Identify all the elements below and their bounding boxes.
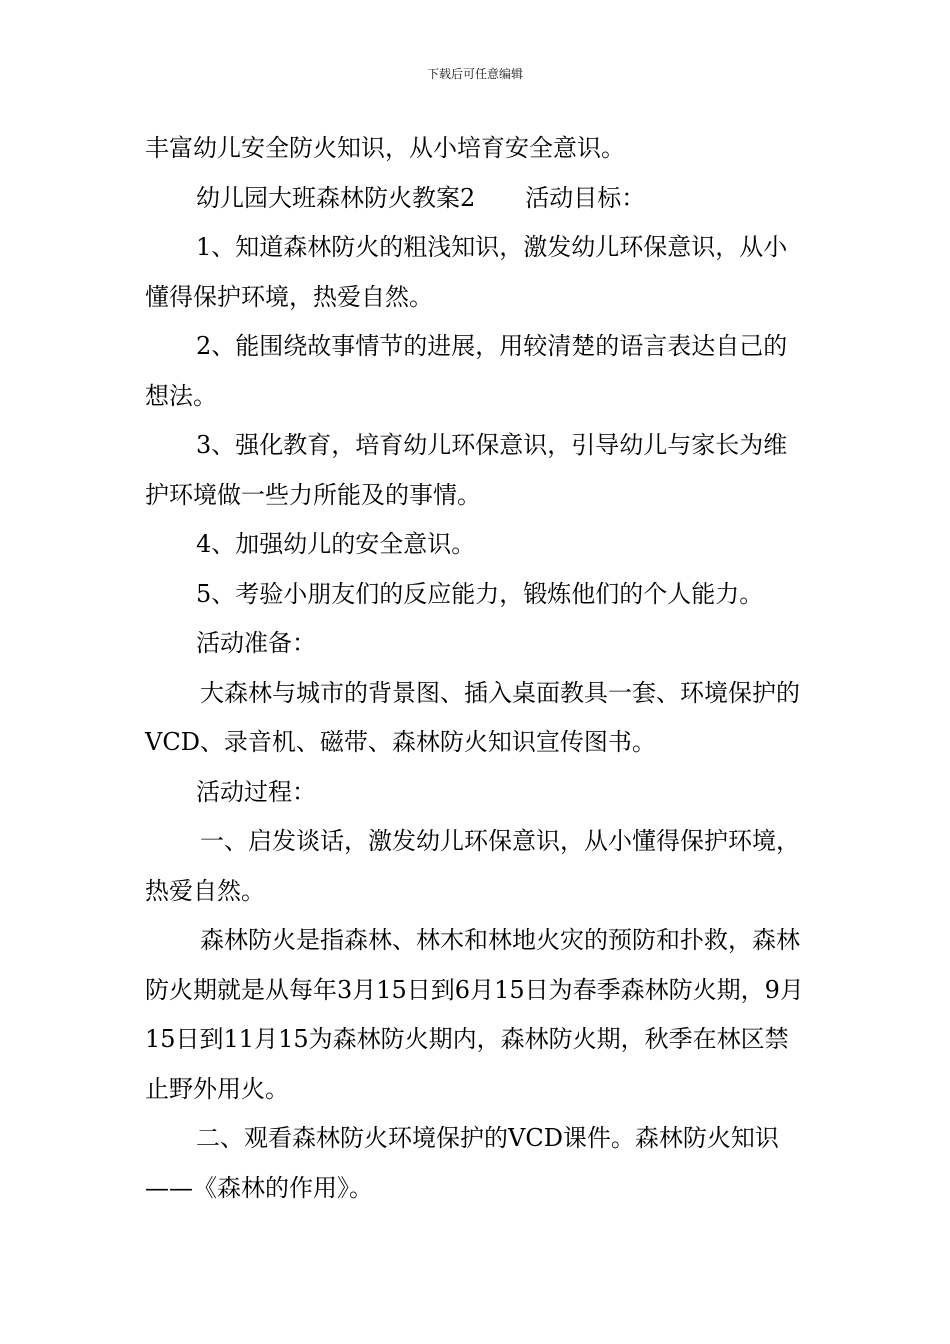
- goal-item-4: 4、加强幼儿的安全意识。: [196, 530, 476, 558]
- process-heading: 活动过程：: [196, 777, 316, 806]
- activity-goals-heading: 活动目标：: [525, 183, 646, 212]
- page-header-note: 下载后可任意编辑: [426, 67, 523, 81]
- preparation-text: 大森林与城市的背景图、插入桌面教具一套、环境保护的VCD、录音机、磁带、森林防火知识宣传图书。: [145, 678, 800, 756]
- goal-item-5: 5、考验小朋友们的反应能力，锻炼他们的个人能力。: [196, 579, 764, 608]
- document-body: [145, 124, 807, 1213]
- section-heading-line: [145, 174, 807, 224]
- section-title: 幼儿园大班森林防火教案2: [196, 183, 476, 212]
- process-step-1-detail: 森林防火是指森林、林木和林地火灾的预防和扑救，森林防火期就是从每年3月15日到6月15日为春季森林防火期，9月15日到11月15为森林防火期内，森林防火期，秋季在林区禁止野外用火。: [145, 926, 804, 1103]
- goal-item-1: 1、知道森林防火的粗浅知识，激发幼儿环保意识，从小懂得保护环境，热爱自然。: [145, 233, 788, 311]
- goal-item-2: 2、能围绕故事情节的进展，用较清楚的语言表达自己的想法。: [145, 332, 788, 410]
- process-step-2: 二、观看森林防火环境保护的VCD课件。森林防火知识——《森林的作用》。: [145, 1124, 779, 1202]
- process-step-1: 一、启发谈话，激发幼儿环保意识，从小懂得保护环境，热爱自然。: [145, 827, 800, 905]
- paragraph-continuation: 丰富幼儿安全防火知识，从小培育安全意识。: [145, 134, 625, 162]
- preparation-heading: 活动准备：: [196, 629, 316, 657]
- goal-item-3: 3、强化教育，培育幼儿环保意识，引导幼儿与家长为维护环境做一些力所能及的事情。: [145, 431, 788, 509]
